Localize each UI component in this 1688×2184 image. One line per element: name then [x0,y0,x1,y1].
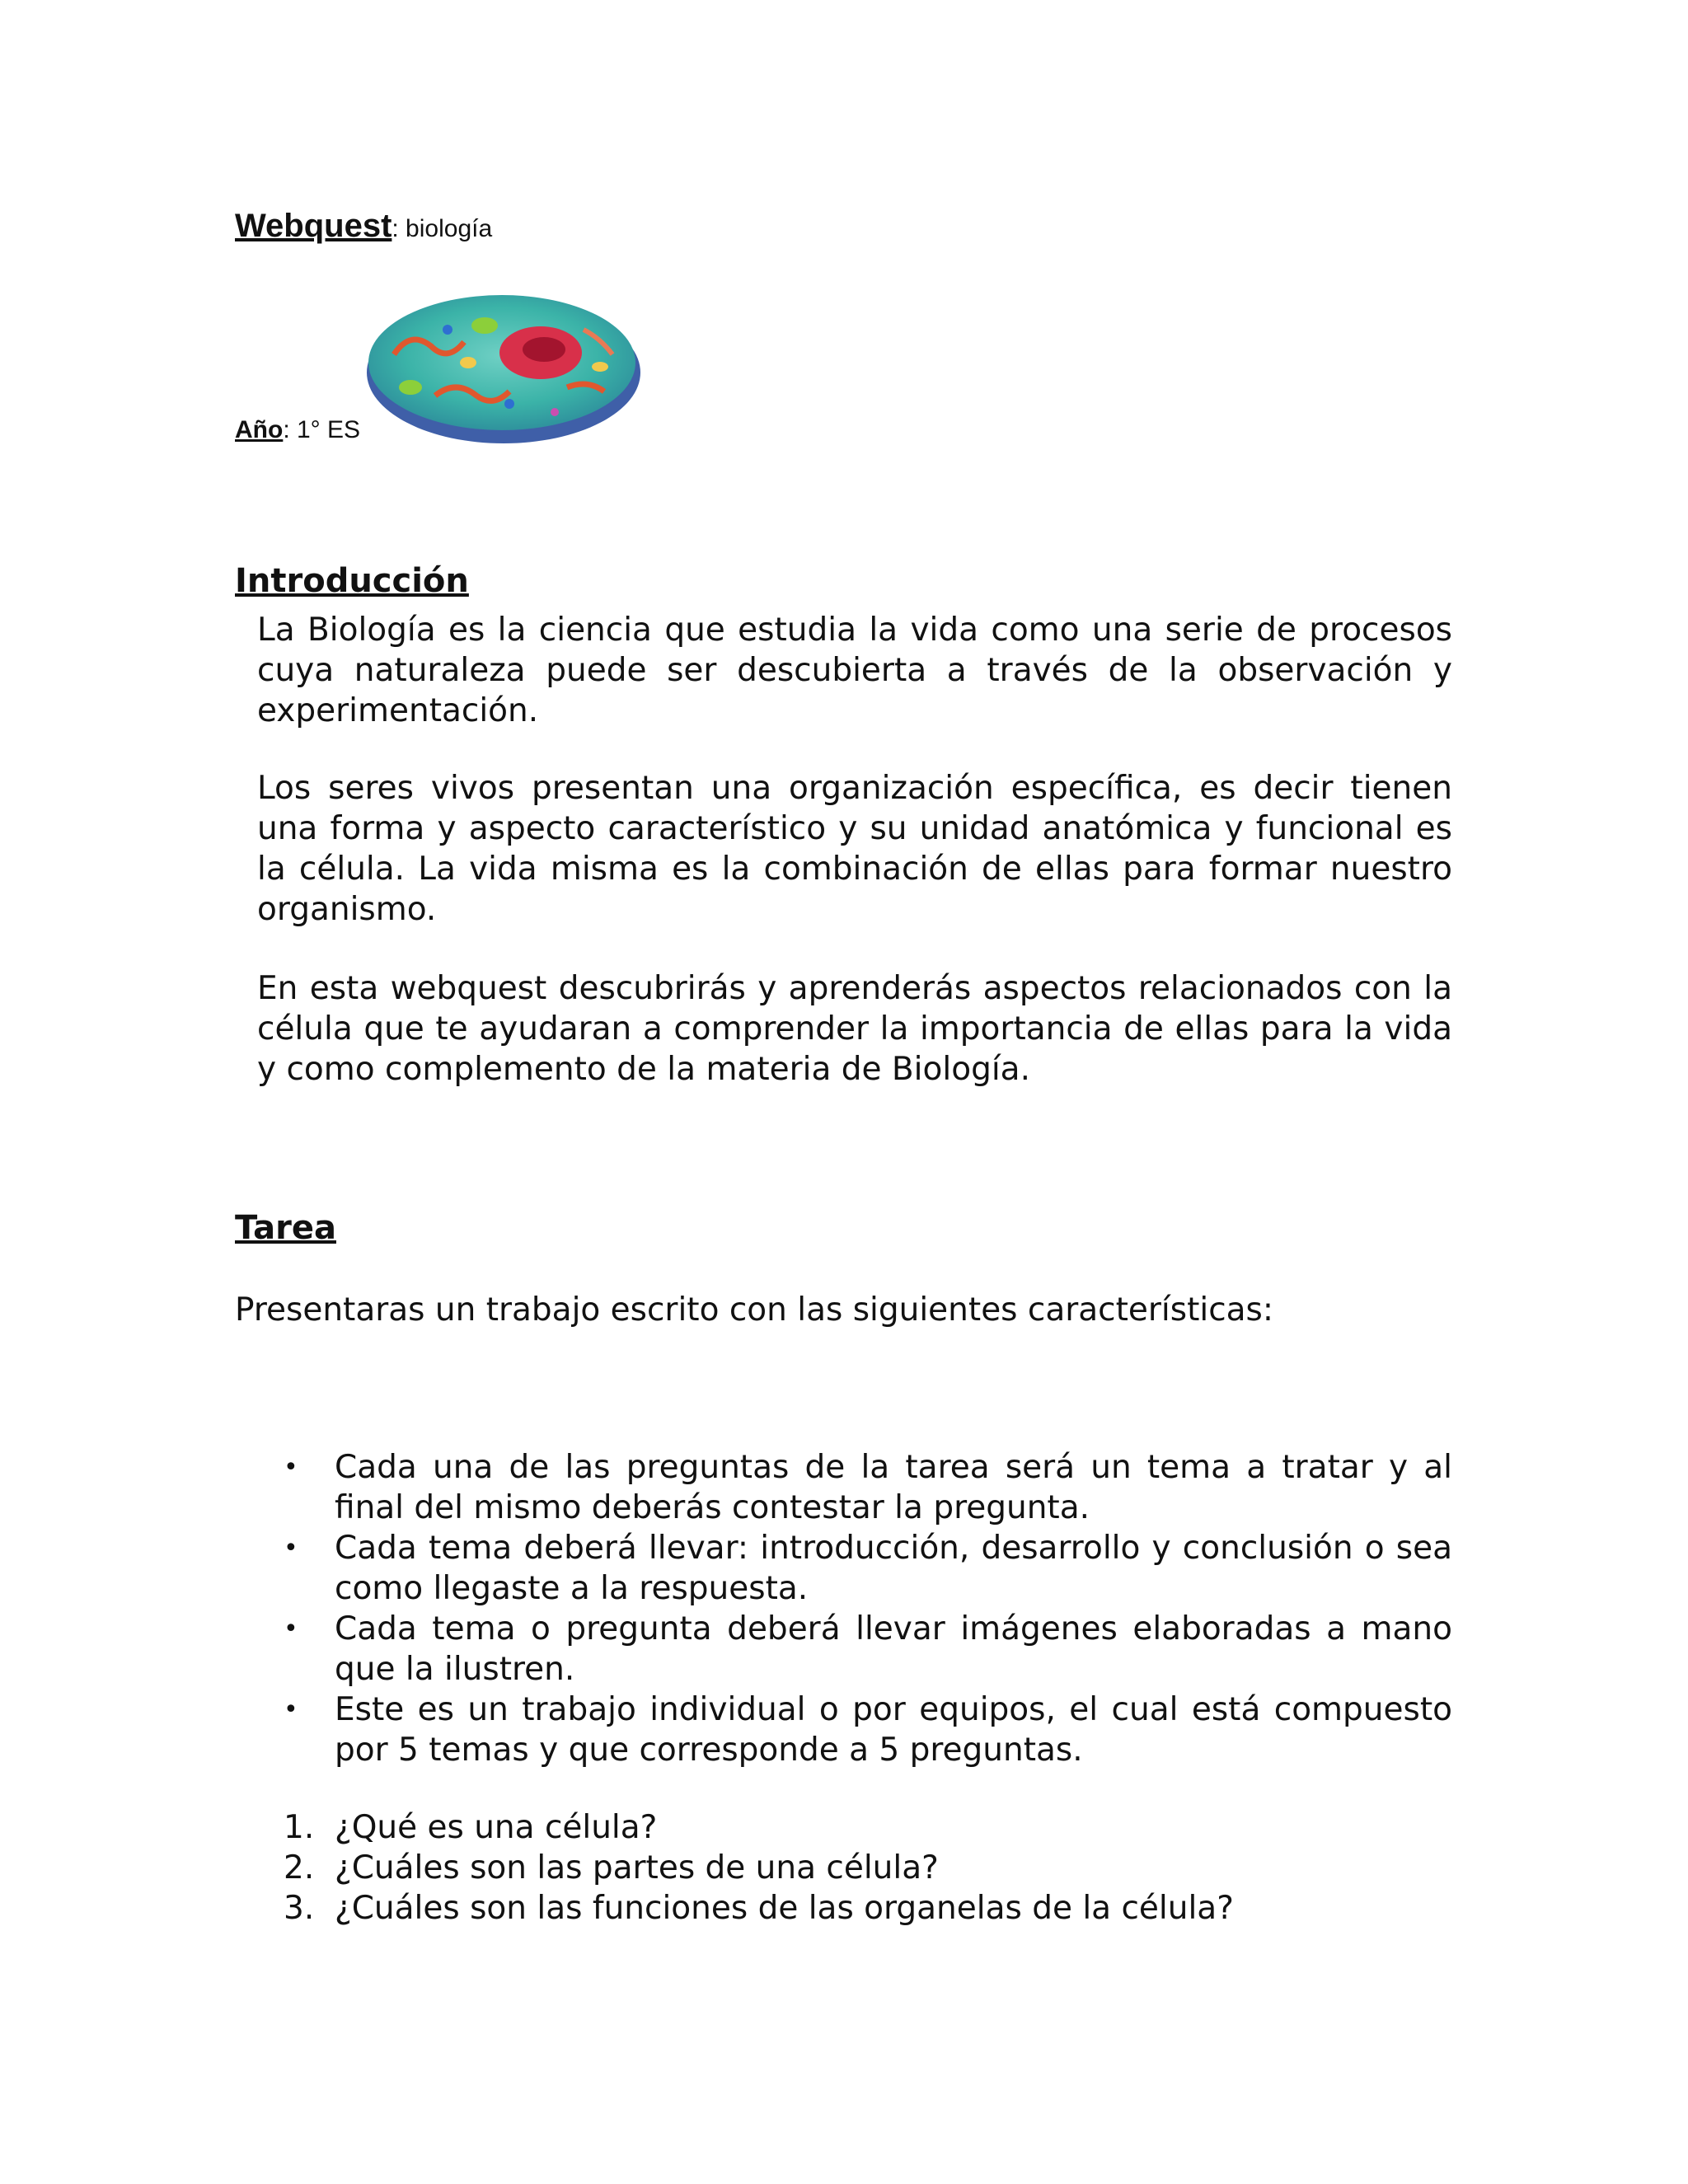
question-list [280,1807,1452,1929]
webquest-subject: : biología [392,215,493,242]
intro-paragraph-1: La Biología es la ciencia que estudia la vida como una serie de procesos cuya naturaleza puede ser descubierta a través de la observación y experimentación. [257,612,1452,729]
intro-heading: Introducción [235,562,469,600]
question-text: ¿Qué es una célula? [335,1809,658,1846]
bullet-icon: • [284,1534,298,1563]
question-item [280,1888,1452,1929]
question-number: 2. [284,1849,315,1886]
question-item [280,1807,1452,1848]
cell-illustration [361,280,643,445]
list-item [280,1609,1452,1690]
webquest-label: Webquest [235,208,392,244]
tarea-heading: Tarea [235,1209,336,1247]
webquest-title [235,208,492,245]
list-item [280,1690,1452,1770]
bullet-text: Cada una de las preguntas de la tarea será un tema a tratar y al final del mismo deberás contestar la pregunta. [335,1449,1452,1526]
list-item [280,1447,1452,1528]
list-item [280,1528,1452,1609]
bullet-text: Este es un trabajo individual o por equipos, el cual está compuesto por 5 temas y que corresponde a 5 preguntas. [335,1691,1452,1769]
intro-paragraph-3: En esta webquest descubrirás y aprenderás aspectos relacionados con la célula que te ayudaran a comprender la importancia de ellas para la vida y como complemento de la materia de Biología. [257,970,1452,1088]
question-number: 1. [284,1809,315,1846]
question-number: 3. [284,1890,315,1927]
bullet-icon: • [284,1615,298,1643]
question-item [280,1848,1452,1888]
bullet-text: Cada tema deberá llevar: introducción, desarrollo y conclusión o sea como llegaste a la respuesta. [335,1530,1452,1607]
year-label: Año [235,416,284,443]
tarea-bullet-list [280,1447,1452,1770]
year-value: : 1° ES [283,416,361,443]
question-text: ¿Cuáles son las funciones de las organelas de la célula? [335,1890,1234,1927]
tarea-lead: Presentaras un trabajo escrito con las siguientes características: [235,1291,1274,1329]
bullet-icon: • [284,1453,298,1482]
bullet-text: Cada tema o pregunta deberá llevar imágenes elaboradas a mano que la ilustren. [335,1610,1452,1688]
intro-paragraph-2: Los seres vivos presentan una organización específica, es decir tienen una forma y aspecto característico y su unidad anatómica y funcional es la célula. La vida misma es la combinación de ellas para formar nuestro organismo. [257,770,1452,928]
question-text: ¿Cuáles son las partes de una célula? [335,1849,939,1886]
bullet-icon: • [284,1695,298,1724]
year-line [235,416,360,444]
